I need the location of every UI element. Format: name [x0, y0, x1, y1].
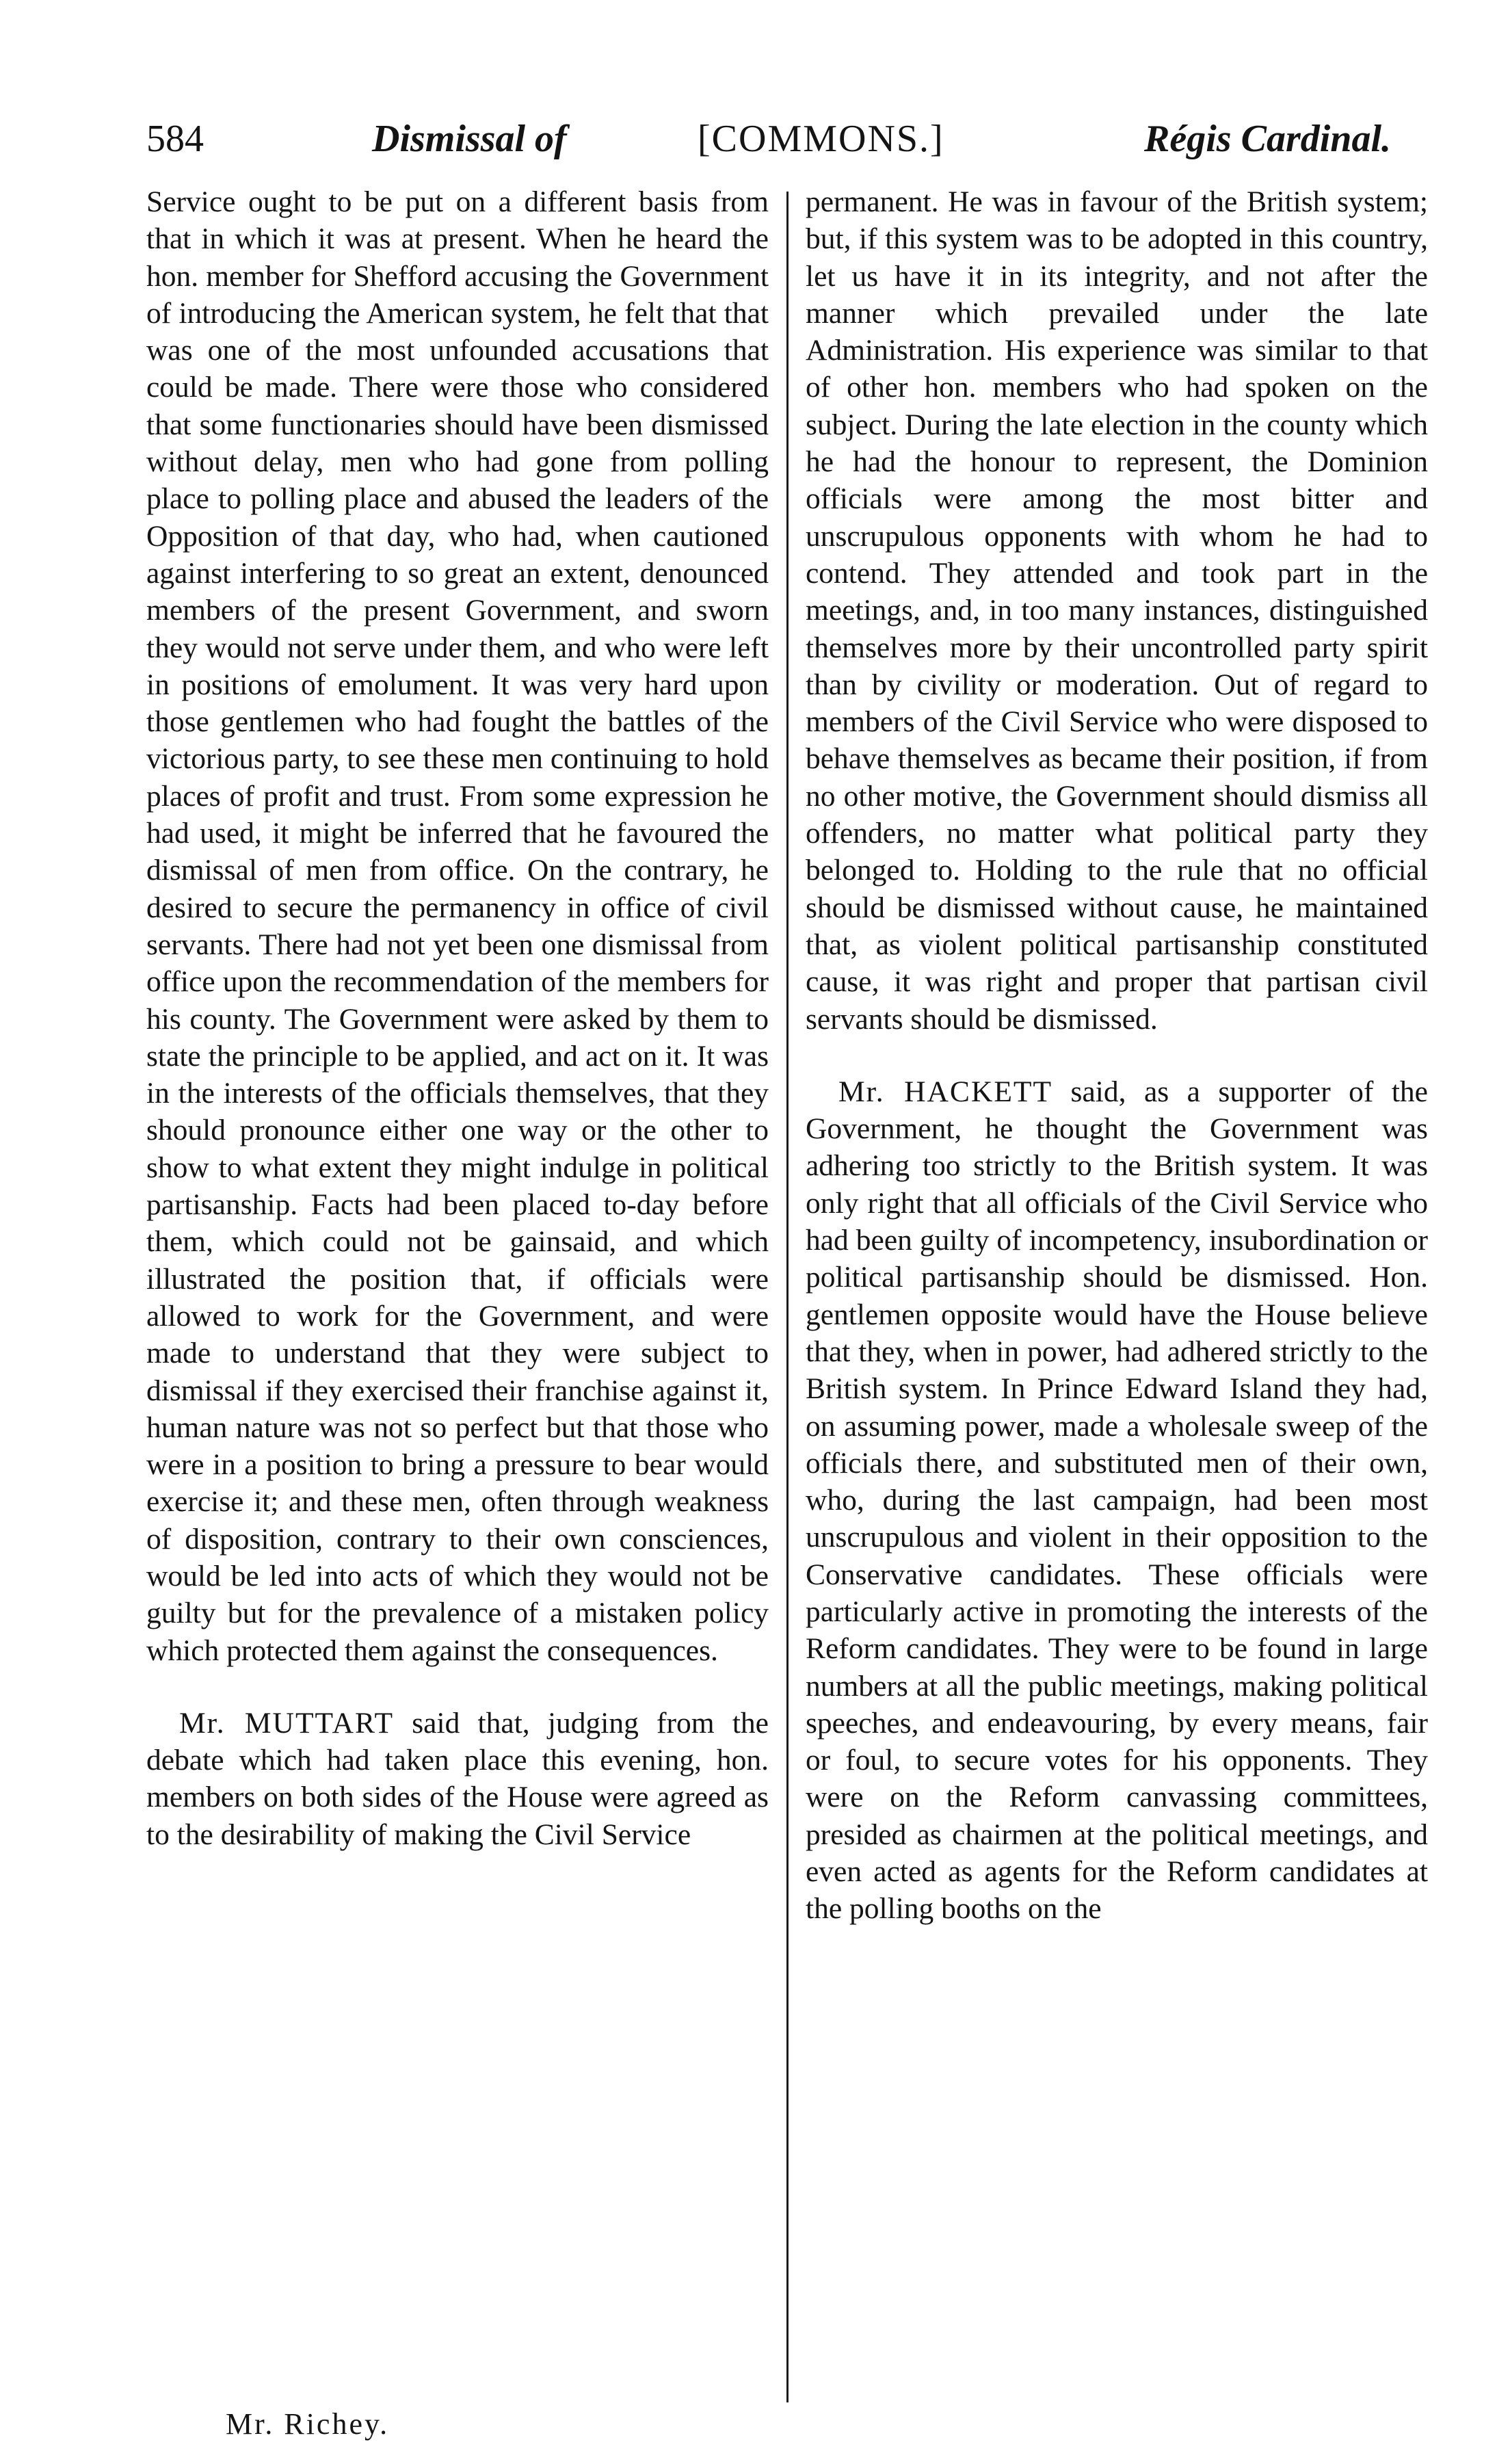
running-header [146, 108, 1391, 170]
header-chamber: [COMMONS.] [698, 118, 944, 160]
right-column [806, 183, 1428, 1928]
right-paragraph-hackett [806, 1073, 1428, 1928]
left-paragraph-continued: Service ought to be put on a different basis from that in which it was at present. When he heard the hon. member for Shefford accusing the Government of introducing the American system, he felt that that was one of the most unfounded accusations that could be made. There were those who considered that some functionaries should have been dismissed without delay, men who had gone from polling place to polling place and abused the leaders of the Opposition of that day, who had, when cautioned against interfering to so great an extent, denounced members of the present Government, and sworn they would not serve under them, and who were left in positions of emolument. It was very hard upon those gentlemen who had fought the battles of the victorious party, to see these men continuing to hold places of profit and trust. From some expression he had used, it might be inferred that he favoured the dismissal of men from office. On the contrary, he desired to secure the permanency in office of civil servants. There had not yet been one dismissal from office upon the recommendation of the members for his county. The Government were asked by them to state the principle to be applied, and act on it. It was in the interests of the officials themselves, that they should pronounce either one way or the other to show to what extent they might indulge in political partisanship. Facts had been placed to-day before them, which could not be gainsaid, and which illustrated the position that, if officials were allowed to work for the Government, and were made to understand that they were subject to dismissal if they exercised their franchise against it, human nature was not so perfect but that those who were in a position to bring a pressure to bear would exercise it; and these men, often through weakness of disposition, contrary to their own consciences, would be led into acts of which they would not be guilty but for the prevalence of a mistaken policy which protected them against the consequences. [146, 185, 769, 1667]
header-left-title: Dismissal of [372, 118, 567, 160]
page-number: 584 [146, 118, 204, 160]
speech-text: said, as a supporter of the Government, he thought the Government was adhering too strictly to the British system. It was only right that all officials of the Civil Service who had been guilty of incompetency, insubordination or political partisanship should be dismissed. Hon. gentlemen opposite would have the House believe that they, when in power, had adhered strictly to the British system. In Prince Edward Island they had, on assuming power, made a wholesale sweep of the officials there, and substituted men of their own, who, during the last campaign, had been most unscrupulous and violent in their opposition to the Conservative candidates. These officials were particularly active in promoting the interests of the Reform candidates. They were to be found in large numbers at all the public meetings, making political speeches, and endeavouring, by every means, fair or foul, to secure votes for his opponents. They were on the Reform canvassing committees, presided as chairmen at the political meetings, and even acted as agents for the Reform candidates at the polling booths on the [806, 1075, 1428, 1926]
column-divider [786, 192, 789, 2402]
right-paragraph-continued: permanent. He was in favour of the British system; but, if this system was to be adopted in this country, let us have it in its integrity, and not after the manner which prevailed under the late Administration. His experience was similar to that of other hon. members who had spoken on the subject. During the late election in the county which he had the honour to represent, the Dominion officials were among the most bitter and unscrupulous opponents with whom he had to contend. They attended and took part in the meetings, and, in too many instances, distinguished themselves more by their uncontrolled party spirit than by civility or moderation. Out of regard to members of the Civil Service who were disposed to behave themselves as became their position, if from no other motive, the Government should dismiss all offenders, no matter what political party they belonged to. Holding to the rule that no official should be dismissed without cause, he maintained that, as violent political partisanship constituted cause, it was right and proper that partisan civil servants should be dismissed. [806, 185, 1428, 1036]
left-column [146, 183, 769, 1853]
speaker-name: Mr. MUTTART [179, 1706, 395, 1740]
speaker-name: Mr. HACKETT [838, 1075, 1053, 1108]
catchword: Mr. Richey. [226, 2407, 390, 2441]
speech-text: said that, judging from the debate which had taken place this evening, hon. members on both sides of the House were agreed as to the desirability of making the Civil Service [146, 1706, 769, 1851]
header-right-title: Régis Cardinal. [1144, 118, 1391, 160]
left-paragraph-muttart [146, 1705, 769, 1853]
